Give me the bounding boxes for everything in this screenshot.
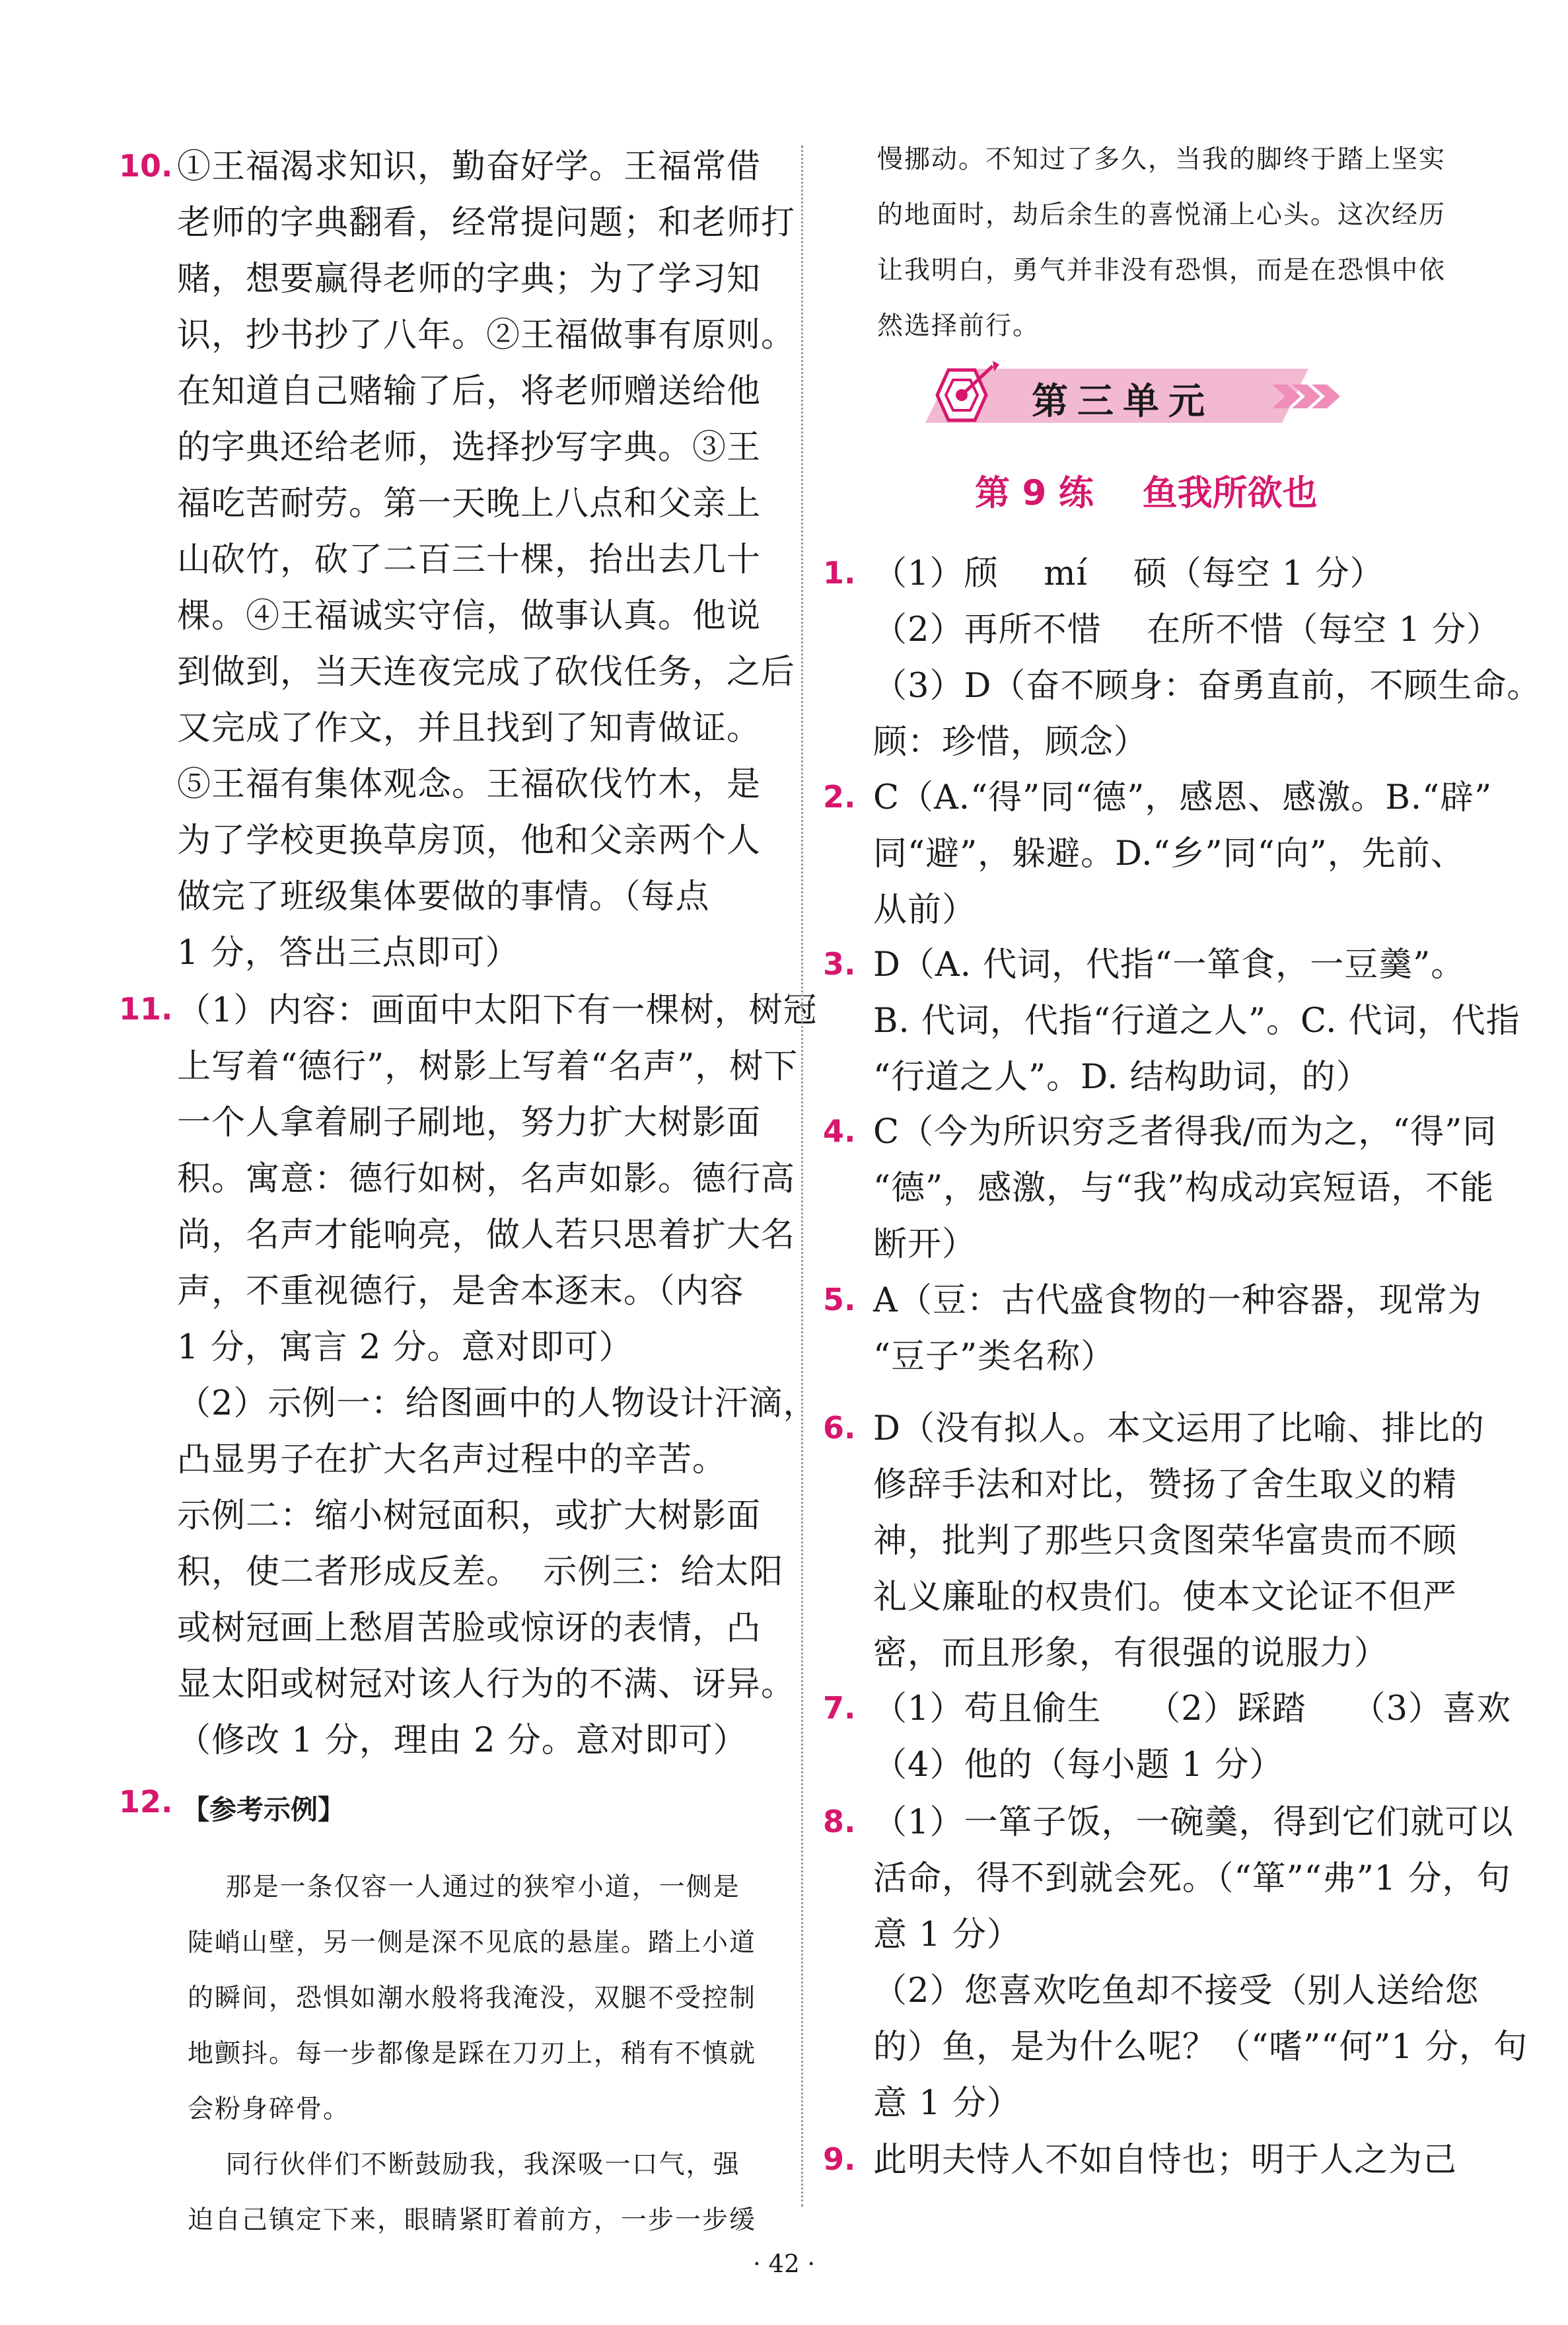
- answer-line: （1）内容：画面中太阳下有一棵树，树冠: [177, 991, 818, 1030]
- answer-line: “行道之人”。D. 结构助词，的）: [873, 1058, 1371, 1097]
- answer-line: “德”，感激，与“我”构成动宾短语，不能: [873, 1169, 1495, 1208]
- answer-line: （2）您喜欢吃鱼却不接受（别人送给您: [873, 1972, 1479, 2011]
- answer-line: 一个人拿着刷子刷地，努力扩大树影面: [177, 1103, 762, 1142]
- answer-line: C（今为所识穷乏者得我/而为之，“得”同: [873, 1113, 1497, 1152]
- question-number: 11.: [119, 991, 173, 1027]
- question-number: 9.: [823, 2141, 856, 2177]
- answer-line: 又完成了作文，并且找到了知青做证。: [177, 709, 762, 748]
- answer-line: 老师的字典翻看，经常提问题；和老师打: [177, 203, 796, 242]
- question-number: 10.: [119, 148, 173, 184]
- answer-line: 修辞手法和对比，赞扬了舍生取义的精: [873, 1465, 1458, 1504]
- answer-line: C（A.“得”同“德”，感恩、感激。B.“辟”: [873, 778, 1493, 817]
- unit-title: 第三单元: [1032, 380, 1215, 422]
- answer-line: 1 分，寓言 2 分。意对即可）: [177, 1328, 633, 1367]
- answer-line: 上写着“德行”，树影上写着“名声”，树下: [177, 1047, 799, 1086]
- answer-line: 声，不重视德行，是舍本逐末。（内容: [177, 1272, 744, 1311]
- answer-line: 做完了班级集体要做的事情。（每点: [177, 877, 710, 916]
- answer-line: 尚，名声才能响亮，做人若只思着扩大名: [177, 1216, 796, 1255]
- answer-line: 顾：珍惜，顾念）: [873, 723, 1149, 762]
- answer-line: “豆子”类名称）: [873, 1337, 1116, 1376]
- essay-line: 让我明白，勇气并非没有恐惧，而是在恐惧中依: [877, 256, 1446, 285]
- question-number: 8.: [823, 1804, 856, 1839]
- answer-line: 福吃苦耐劳。第一天晚上八点和父亲上: [177, 484, 762, 523]
- column-divider: [801, 145, 803, 2207]
- essay-line: 那是一条仅容一人通过的狭窄小道，一侧是: [188, 1872, 740, 1902]
- answer-line: （2）示例一：给图画中的人物设计汗滴，: [177, 1384, 818, 1423]
- answer-line: 断开）: [873, 1225, 977, 1264]
- answer-line: 礼义廉耻的权贵们。使本文论证不但严: [873, 1578, 1458, 1617]
- answer-line: 棵。④王福诚实守信，做事认真。他说: [177, 597, 762, 636]
- answer-line: B. 代词，代指“行道之人”。C. 代词，代指: [873, 1002, 1520, 1041]
- question-number: 1.: [823, 555, 856, 591]
- essay-line: 地颤抖。每一步都像是踩在刀刃上，稍有不慎就: [188, 2039, 757, 2069]
- lesson-title: 第 9 练 鱼我所欲也: [975, 473, 1318, 513]
- answer-line: 到做到，当天连夜完成了砍伐任务，之后: [177, 653, 796, 692]
- answer-line: 的）鱼，是为什么呢？（“嗜”“何”1 分，句: [873, 2028, 1528, 2067]
- answer-line: 1 分，答出三点即可）: [177, 934, 520, 973]
- question-number: 5.: [823, 1282, 856, 1317]
- answer-line: A（豆：古代盛食物的一种容器，现常为: [873, 1281, 1482, 1320]
- answer-line: 意 1 分）: [873, 1915, 1021, 1954]
- essay-line: 陡峭山壁，另一侧是深不见底的悬崖。踏上小道: [188, 1928, 757, 1958]
- answer-line: 密，而且形象，有很强的说服力）: [873, 1634, 1389, 1673]
- essay-line: 的瞬间，恐惧如潮水般将我淹没，双腿不受控制: [188, 1983, 757, 2013]
- answer-line: 赌，想要赢得老师的字典；为了学习知: [177, 260, 762, 299]
- essay-line: 慢挪动。不知过了多久，当我的脚终于踏上坚实: [877, 145, 1446, 174]
- essay-line: 的地面时，劫后余生的喜悦涌上心头。这次经历: [877, 200, 1446, 230]
- answer-line: D（没有拟人。本文运用了比喻、排比的: [873, 1409, 1485, 1448]
- answer-line: 的字典还给老师，选择抄写字典。③王: [177, 428, 762, 467]
- answer-line: 显太阳或树冠对该人行为的不满、讶异。: [177, 1665, 796, 1704]
- answer-line: 积。寓意：德行如树，名声如影。德行高: [177, 1160, 796, 1199]
- answer-line: （3）D（奋不顾身：奋勇直前，不顾生命。: [873, 667, 1542, 706]
- page-number: · 42 ·: [753, 2250, 816, 2278]
- answer-line: 意 1 分）: [873, 2084, 1021, 2123]
- question-number: 4.: [823, 1113, 856, 1149]
- answer-line: （1）一箪子饭，一碗羹，得到它们就可以: [873, 1803, 1514, 1842]
- answer-line: （1）苟且偷生 （2）踩踏 （3）喜欢: [873, 1689, 1512, 1728]
- answer-line: （4）他的（每小题 1 分）: [873, 1746, 1284, 1785]
- question-number: 3.: [823, 946, 856, 982]
- answer-line: （修改 1 分，理由 2 分。意对即可）: [177, 1721, 748, 1760]
- answer-line: D（A. 代词，代指“一箪食，一豆羹”。: [873, 945, 1466, 984]
- question-number: 6.: [823, 1410, 856, 1446]
- answer-line: 从前）: [873, 891, 977, 930]
- essay-line: 迫自己镇定下来，眼睛紧盯着前方，一步一步缓: [188, 2205, 757, 2235]
- answer-line: 凸显男子在扩大名声过程中的辛苦。: [177, 1440, 727, 1479]
- answer-line: 为了学校更换草房顶，他和父亲两个人: [177, 821, 762, 860]
- answer-line: 活命，得不到就会死。（“箪”“弗”1 分，句: [873, 1859, 1511, 1898]
- question-number: 12.: [119, 1784, 173, 1820]
- answer-line: 示例二：缩小树冠面积，或扩大树影面: [177, 1496, 762, 1535]
- reference-tag: 【参考示例】: [182, 1794, 345, 1826]
- answer-line: 山砍竹，砍了二百三十棵，抬出去几十: [177, 540, 762, 579]
- essay-line: 然选择前行。: [877, 311, 1040, 341]
- answer-line: 识，抄书抄了八年。②王福做事有原则。: [177, 316, 796, 355]
- answer-line: 同“避”，躲避。D.“乡”同“向”，先前、: [873, 834, 1465, 873]
- answer-line: （1）颀 mí 硕（每空 1 分）: [873, 554, 1384, 593]
- essay-line: 同行伙伴们不断鼓励我，我深吸一口气，强: [188, 2150, 740, 2180]
- answer-line: 或树冠画上愁眉苦脸或惊讶的表情，凸: [177, 1609, 762, 1648]
- answer-line: 神，批判了那些只贪图荣华富贵而不顾: [873, 1522, 1458, 1561]
- answer-line: （2）再所不惜 在所不惜（每空 1 分）: [873, 610, 1501, 649]
- question-number: 7.: [823, 1690, 856, 1726]
- answer-line: 积，使二者形成反差。 示例三：给太阳: [177, 1553, 784, 1592]
- question-number: 2.: [823, 779, 856, 815]
- answer-line: 在知道自己赌输了后，将老师赠送给他: [177, 372, 762, 411]
- essay-line: 会粉身碎骨。: [188, 2094, 351, 2124]
- answer-line: ⑤王福有集体观念。王福砍伐竹木，是: [177, 765, 762, 804]
- answer-line: 此明夫恃人不如自恃也；明于人之为己: [873, 2141, 1458, 2180]
- answer-line: ①王福渴求知识，勤奋好学。王福常借: [177, 147, 762, 186]
